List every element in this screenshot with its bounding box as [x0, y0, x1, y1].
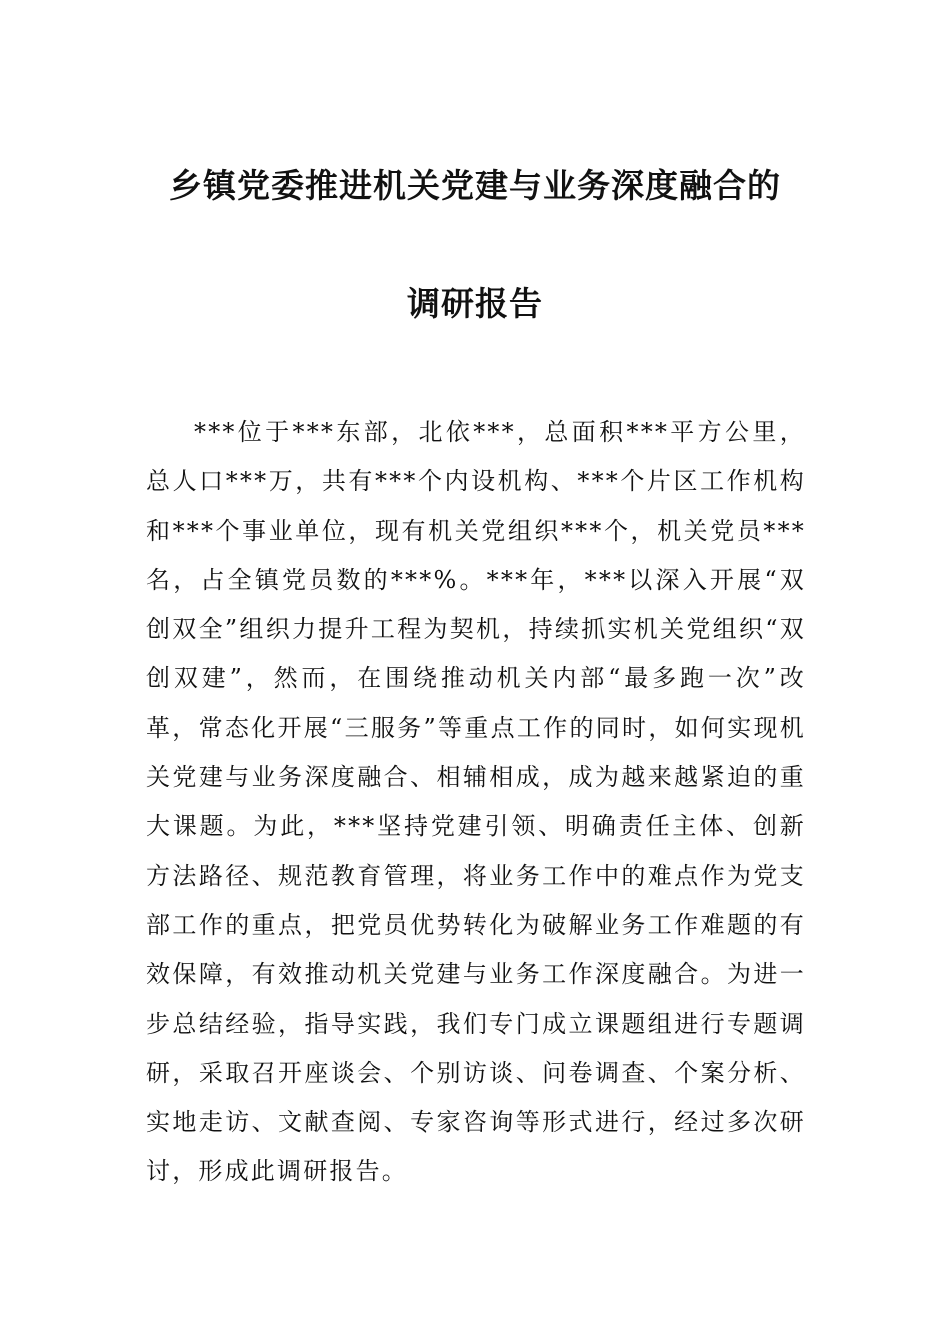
document-title-line-1: 乡镇党委推进机关党建与业务深度融合的 [169, 166, 781, 205]
document-title-line-2: 调研报告 [407, 284, 543, 323]
body-paragraph: ***位于***东部，北依***，总面积***平方公里，总人口***万，共有***个内设机构、***个片区工作机构和***个事业单位，现有机关党组织***个，机关党员***名，占全镇党员数的***%。***年，***以深入开展“双创双全”组织力提升工程为契机，持续抓实机关党组织“双创双建”，然而，在围绕推动机关内部“最多跑一次”改革，常态化开展“三服务”等重点工作的同时，如何实现机关党建与业务深度融合、相辅相成，成为越来越紧迫的重大课题。为此，***坚持党建引领、明确责任主体、创新方法路径、规范教育管理，将业务工作中的难点作为党支部工作的重点，把党员优势转化为破解业务工作难题的有效保障，有效推动机关党建与业务工作深度融合。为进一步总结经验，指导实践，我们专门成立课题组进行专题调研，采取召开座谈会、个别访谈、问卷调查、个案分析、实地走访、文献查阅、专家咨询等形式进行，经过多次研讨，形成此调研报告。 [146, 418, 806, 1186]
